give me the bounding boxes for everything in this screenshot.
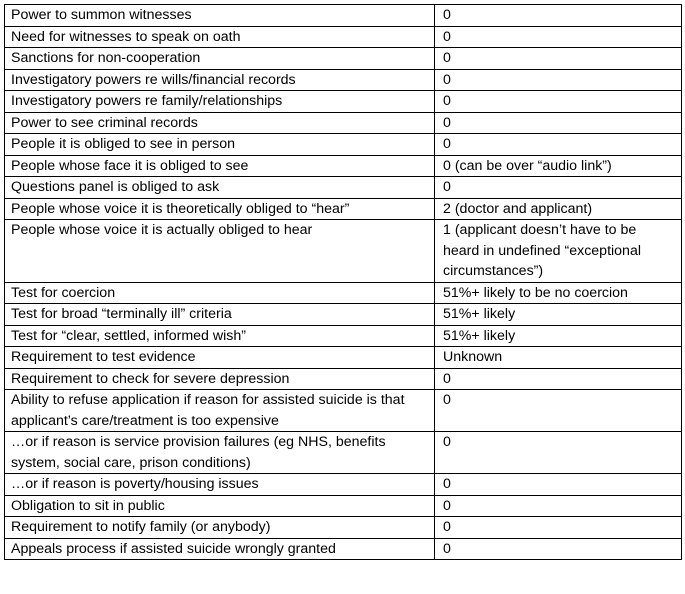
table-row: [5, 432, 682, 474]
table-row: [5, 69, 682, 91]
row-value: 0: [435, 69, 682, 91]
table-row: [5, 538, 682, 560]
row-value: 0: [435, 517, 682, 539]
table-row: [5, 5, 682, 27]
row-label: Ability to refuse application if reason for assisted suicide is that applicant’s care/treatment is too expensive: [5, 390, 435, 432]
row-label: Sanctions for non-cooperation: [5, 48, 435, 70]
row-value: 0: [435, 538, 682, 560]
table-row: [5, 517, 682, 539]
row-value: 0 (can be over “audio link”): [435, 155, 682, 177]
row-value: 0: [435, 474, 682, 496]
table-row: [5, 368, 682, 390]
table-row: [5, 495, 682, 517]
row-value: 0: [435, 177, 682, 199]
row-label: People it is obliged to see in person: [5, 134, 435, 156]
table-row: [5, 390, 682, 432]
row-label: Appeals process if assisted suicide wrongly granted: [5, 538, 435, 560]
row-value: 51%+ likely to be no coercion: [435, 282, 682, 304]
row-label: …or if reason is poverty/housing issues: [5, 474, 435, 496]
row-value: 0: [435, 432, 682, 474]
row-label: People whose face it is obliged to see: [5, 155, 435, 177]
row-value: 0: [435, 368, 682, 390]
row-label: …or if reason is service provision failures (eg NHS, benefits system, social care, prison conditions): [5, 432, 435, 474]
table-row: [5, 325, 682, 347]
table-row: [5, 177, 682, 199]
table-row: [5, 48, 682, 70]
row-label: Test for “clear, settled, informed wish”: [5, 325, 435, 347]
table-row: [5, 347, 682, 369]
row-label: People whose voice it is actually obliged to hear: [5, 220, 435, 283]
table-body: [5, 5, 682, 560]
table-row: [5, 220, 682, 283]
row-value: 2 (doctor and applicant): [435, 198, 682, 220]
row-value: Unknown: [435, 347, 682, 369]
row-label: Questions panel is obliged to ask: [5, 177, 435, 199]
table-row: [5, 26, 682, 48]
row-label: Investigatory powers re family/relationships: [5, 91, 435, 113]
table-row: [5, 304, 682, 326]
row-label: Requirement to test evidence: [5, 347, 435, 369]
row-value: 0: [435, 26, 682, 48]
row-label: Power to summon witnesses: [5, 5, 435, 27]
row-value: 0: [435, 495, 682, 517]
row-value: 0: [435, 390, 682, 432]
row-value: 0: [435, 134, 682, 156]
row-value: 0: [435, 48, 682, 70]
row-label: Obligation to sit in public: [5, 495, 435, 517]
row-value: 0: [435, 112, 682, 134]
table-row: [5, 134, 682, 156]
row-value: 51%+ likely: [435, 325, 682, 347]
row-label: Requirement to notify family (or anybody): [5, 517, 435, 539]
row-label: People whose voice it is theoretically obliged to “hear”: [5, 198, 435, 220]
table-row: [5, 474, 682, 496]
table-row: [5, 282, 682, 304]
row-value: 1 (applicant doesn’t have to be heard in undefined “exceptional circumstances”): [435, 220, 682, 283]
row-value: 0: [435, 5, 682, 27]
row-label: Test for coercion: [5, 282, 435, 304]
row-label: Test for broad “terminally ill” criteria: [5, 304, 435, 326]
row-label: Power to see criminal records: [5, 112, 435, 134]
row-label: Need for witnesses to speak on oath: [5, 26, 435, 48]
table-row: [5, 112, 682, 134]
table-row: [5, 198, 682, 220]
row-value: 51%+ likely: [435, 304, 682, 326]
row-label: Investigatory powers re wills/financial records: [5, 69, 435, 91]
table-row: [5, 155, 682, 177]
table-row: [5, 91, 682, 113]
row-value: 0: [435, 91, 682, 113]
comparison-table: [4, 4, 682, 560]
row-label: Requirement to check for severe depression: [5, 368, 435, 390]
